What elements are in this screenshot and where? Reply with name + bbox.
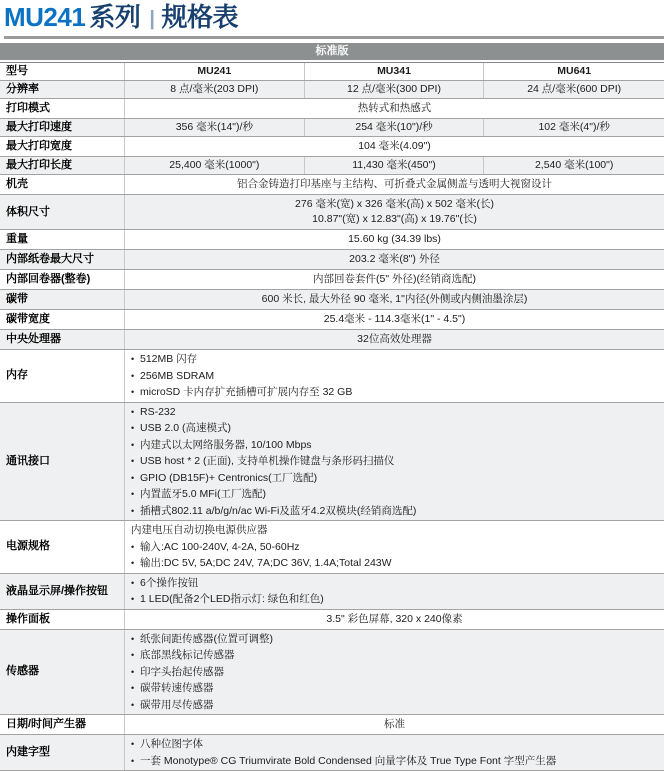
spec-value-line: 热转式和热感式 — [357, 102, 432, 114]
bullet-icon: • — [131, 387, 135, 397]
bullet-item — [131, 697, 660, 714]
spec-value-line: 276 毫米(宽) x 326 毫米(高) x 502 毫米(长) — [295, 198, 494, 210]
row-label: 碳带宽度 — [0, 310, 125, 329]
spec-cell: 254 毫米(10")/秒 — [305, 119, 485, 136]
table-row — [0, 574, 664, 610]
spec-value-line: 32位高效处理器 — [357, 333, 432, 345]
spec-cell — [125, 310, 664, 329]
spec-cell — [125, 137, 664, 156]
row-label: 分辨率 — [0, 81, 125, 98]
table-row — [0, 175, 664, 195]
title-suffix: 规格表 — [161, 2, 238, 32]
table-row — [0, 270, 664, 290]
spec-value-line: 3.5" 彩色屏幕, 320 x 240像素 — [326, 612, 463, 625]
table-row — [0, 310, 664, 330]
table-row — [0, 330, 664, 350]
bullet-icon: • — [131, 541, 135, 552]
bullet-icon: • — [131, 505, 135, 516]
row-label: 通讯接口 — [0, 403, 125, 521]
bullet-text: 底部黑线标记传感器 — [140, 649, 235, 661]
edition-header-bar: 标准版 — [0, 43, 664, 60]
table-row — [0, 610, 664, 630]
title-model: MU241 — [4, 2, 86, 32]
bullet-item — [131, 384, 660, 401]
spec-cell — [125, 574, 664, 609]
bullet-icon: • — [131, 423, 135, 433]
spec-cell — [125, 330, 664, 349]
bullet-item — [131, 631, 660, 648]
bullet-item — [131, 647, 660, 664]
title-separator: | — [149, 8, 155, 30]
bullet-item — [131, 753, 660, 770]
bullet-icon: • — [131, 633, 135, 644]
row-label: 体积尺寸 — [0, 195, 125, 229]
bullet-text: USB 2.0 (高速模式) — [140, 422, 232, 434]
spec-cell: 12 点/毫米(300 DPI) — [305, 81, 485, 98]
table-row — [0, 715, 664, 735]
bullet-item — [131, 368, 660, 385]
bullet-icon: • — [131, 558, 135, 568]
bullet-icon: • — [131, 406, 135, 417]
bullet-text: 输入:AC 100-240V, 4-2A, 50-60Hz — [140, 540, 300, 553]
table-row — [0, 230, 664, 250]
spec-value-line: 15.60 kg (34.39 lbs) — [348, 233, 441, 245]
row-label: 电源规格 — [0, 521, 125, 573]
spec-cell: MU341 — [305, 63, 485, 80]
row-label: 打印模式 — [0, 99, 125, 118]
spec-cell — [125, 175, 664, 194]
bullet-item — [131, 575, 660, 592]
bullet-item — [131, 351, 660, 368]
spec-intro-line: 内建电压自动切换电源供应器 — [131, 524, 268, 536]
table-row — [0, 119, 664, 137]
bullet-item — [131, 437, 660, 454]
row-label: 机壳 — [0, 175, 125, 194]
bullet-icon: • — [131, 472, 135, 483]
bullet-icon: • — [131, 489, 135, 499]
bullet-text: 印字头抬起传感器 — [140, 665, 224, 678]
row-label: 内存 — [0, 350, 125, 402]
spec-cell: MU241 — [125, 63, 305, 80]
bullet-text: 输出:DC 5V, 5A;DC 24V, 7A;DC 36V, 1.4A;Total 243W — [140, 557, 392, 569]
spec-cell — [125, 350, 664, 402]
bullet-item — [131, 404, 660, 421]
spec-cell: 8 点/毫米(203 DPI) — [125, 81, 305, 98]
bullet-text: 八种位图字体 — [140, 738, 203, 750]
table-row — [0, 137, 664, 157]
bullet-icon: • — [131, 439, 135, 450]
bullet-item — [131, 555, 660, 572]
spec-cell — [125, 230, 664, 249]
table-row — [0, 81, 664, 99]
bullet-item — [131, 591, 660, 608]
spec-cell — [125, 250, 664, 269]
bullet-icon: • — [131, 577, 135, 588]
bullet-text: microSD 卡内存扩充插槽可扩展内存至 32 GB — [140, 386, 353, 398]
bullet-item — [131, 539, 660, 556]
bullet-text: 512MB 闪存 — [140, 353, 198, 365]
spec-value-line: 内部回卷套件(5" 外径)(经销商选配) — [313, 273, 476, 285]
bullet-text: 1 LED(配备2个LED指示灯: 绿色和红色) — [140, 593, 324, 605]
bullet-item — [131, 736, 660, 753]
spec-value-line: 10.87"(宽) x 12.83"(高) x 19.76"(长) — [312, 213, 477, 225]
row-label: 碳带 — [0, 290, 125, 309]
row-label: 内建字型 — [0, 735, 125, 770]
spec-cell — [125, 290, 664, 309]
bullet-text: 一套 Monotype® CG Triumvirate Bold Condensed 向量字体及 True Type Font 字型产生器 — [140, 754, 557, 767]
bullet-item — [131, 420, 660, 437]
spec-cell — [125, 715, 664, 734]
spec-value-line: 铝合金铸造打印基座与主结构、可折叠式金属侧盖与透明大视窗设计 — [237, 178, 552, 190]
spec-value-line: 600 米长, 最大外径 90 毫米, 1"内径(外侧或内侧油墨涂层) — [261, 293, 528, 305]
bullet-icon: • — [131, 683, 135, 693]
row-label: 操作面板 — [0, 610, 125, 629]
spec-value-line: 203.2 毫米(8") 外径 — [349, 253, 440, 265]
bullet-icon: • — [131, 354, 135, 364]
spec-value-line: 标准 — [384, 718, 405, 730]
bullet-text: 插槽式802.11 a/b/g/n/ac Wi-Fi及蓝牙4.2双模块(经销商选配) — [140, 504, 417, 517]
title-underline-rule — [4, 36, 664, 39]
spec-cell: 102 毫米(4")/秒 — [538, 121, 610, 133]
bullet-icon: • — [131, 594, 135, 604]
bullet-item — [131, 453, 660, 470]
bullet-text: 纸张间距传感器(位置可调整) — [140, 632, 273, 645]
page-title — [4, 3, 664, 33]
bullet-text: 内建式以太网络服务器, 10/100 Mbps — [140, 438, 312, 451]
spec-cell — [125, 270, 664, 289]
bullet-icon: • — [131, 755, 135, 766]
table-row — [0, 521, 664, 574]
spec-cell — [125, 610, 664, 629]
bullet-item — [131, 486, 660, 503]
row-label: 型号 — [0, 63, 125, 80]
bullet-text: RS-232 — [140, 405, 176, 418]
row-label: 内部纸卷最大尺寸 — [0, 250, 125, 269]
table-row — [0, 157, 664, 175]
row-label: 内部回卷器(整卷) — [0, 270, 125, 289]
table-row — [0, 403, 664, 522]
table-row — [0, 350, 664, 403]
row-label: 最大打印宽度 — [0, 137, 125, 156]
table-row — [0, 195, 664, 230]
table-row — [0, 290, 664, 310]
spec-cell — [125, 735, 664, 770]
table-row — [0, 630, 664, 716]
spec-cell — [125, 195, 664, 229]
row-label: 最大打印速度 — [0, 119, 125, 136]
bullet-text: 256MB SDRAM — [140, 369, 215, 382]
spec-cell — [125, 521, 664, 573]
bullet-icon: • — [131, 666, 135, 677]
bullet-item — [131, 664, 660, 681]
table-row — [0, 735, 664, 771]
bullet-item — [131, 503, 660, 520]
spec-value-line: 104 毫米(4.09") — [358, 140, 431, 152]
row-label: 最大打印长度 — [0, 157, 125, 174]
bullet-item — [131, 470, 660, 487]
table-row — [0, 250, 664, 270]
row-label: 中央处理器 — [0, 330, 125, 349]
spec-value-line: 25.4毫米 - 114.3毫米(1" - 4.5") — [323, 313, 466, 325]
row-label: 传感器 — [0, 630, 125, 715]
bullet-icon: • — [131, 650, 135, 660]
spec-cell: 24 点/毫米(600 DPI) — [527, 83, 622, 95]
bullet-item — [131, 680, 660, 697]
page-header — [0, 0, 664, 39]
spec-table — [0, 62, 664, 771]
bullet-icon: • — [131, 739, 135, 749]
title-series: 系列 — [89, 2, 141, 32]
spec-cell: 25,400 毫米(1000") — [125, 157, 305, 174]
table-row — [0, 99, 664, 119]
bullet-text: 内置蓝牙5.0 MFi(工厂选配) — [140, 488, 266, 500]
bullet-text: GPIO (DB15F)+ Centronics(工厂选配) — [140, 471, 318, 484]
row-label: 液晶显示屏/操作按钮 — [0, 574, 125, 609]
spec-cell: 2,540 毫米(100") — [534, 159, 614, 171]
bullet-icon: • — [131, 370, 135, 381]
spec-cell: 356 毫米(14")/秒 — [125, 119, 305, 136]
spec-cell — [125, 99, 664, 118]
bullet-text: 6个操作按钮 — [140, 576, 199, 589]
spec-cell: MU641 — [557, 65, 592, 77]
spec-cell — [125, 630, 664, 715]
spec-cell — [125, 403, 664, 521]
row-label: 日期/时间产生器 — [0, 715, 125, 734]
bullet-icon: • — [131, 456, 135, 466]
bullet-text: 碳带用尽传感器 — [140, 698, 214, 711]
row-label: 重量 — [0, 230, 125, 249]
spec-cell: 11,430 毫米(450") — [305, 157, 485, 174]
table-row — [0, 63, 664, 81]
bullet-text: 碳带转速传感器 — [140, 682, 214, 694]
bullet-icon: • — [131, 699, 135, 710]
bullet-text: USB host * 2 (正面), 支持单机操作键盘与条形码扫描仪 — [140, 455, 395, 467]
